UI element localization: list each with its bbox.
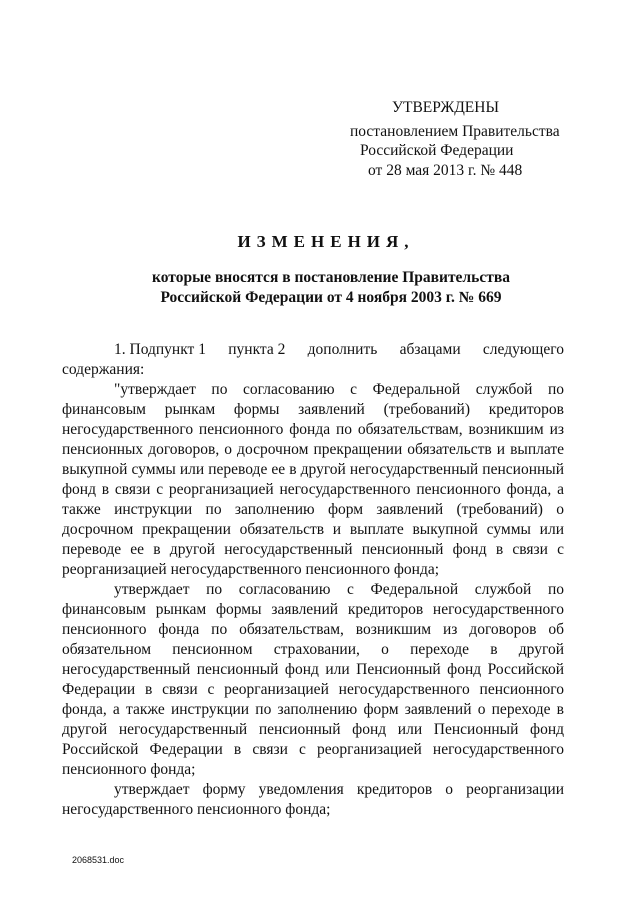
document-body [62, 340, 564, 820]
approval-line-1: постановлением Правительства [350, 122, 560, 140]
item-1-word: пункта 2 [228, 341, 286, 358]
paragraph-1: "утверждает по согласованию с Федеральной службой по финансовым рынкам формы заявлений (требований) кредиторов негосударственного пенсионного фонда по обязательствам, возникшим из пенсионных договоров, о досрочном прекращении обязательств и выплате выкупной суммы или переводе ее в другой негосударственный пенсионный фонд в связи с реорганизацией негосударственного пенсионного фонда, а также инструкции по заполнению форм заявлений (требований) о досрочном прекращении обязательств и выплате выкупной суммы или переводе ее в другой негосударственный пенсионный фонд в связи с реорганизацией негосударственного пенсионного фонда; [62, 381, 564, 578]
item-1-word: дополнить [307, 341, 378, 358]
approval-stamp [344, 98, 564, 180]
approval-date-number: от 28 мая 2013 г. № 448 [368, 161, 523, 179]
item-1-line [62, 340, 564, 360]
item-1-word: абзацами [399, 341, 461, 358]
file-name-footer: 2068531.doc [72, 855, 125, 865]
document-heading [62, 232, 572, 308]
paragraph-3: утверждает форму уведомления кредиторов о реорганизации негосударственного пенсионного фонда; [62, 781, 564, 818]
item-1-word: 1. Подпункт 1 [114, 341, 206, 358]
document-subtitle [62, 268, 572, 308]
item-1-end: содержания: [62, 361, 145, 378]
document-title: ИЗМЕНЕНИЯ, [237, 232, 415, 251]
item-1-word: следующего [482, 341, 564, 358]
paragraph-2: утверждает по согласованию с Федеральной службой по финансовым рынкам формы заявлений кредиторов негосударственного пенсионного фонда по обязательствам, возникшим из договоров об обязательном пенсионном страховании, о переходе в другой негосударственный пенсионный фонд или Пенсионный фонд Российской Федерации в связи с реорганизацией негосударственного пенсионного фонда, а также инструкции по заполнению форм заявлений о переходе в другой негосударственный пенсионный фонд или Пенсионный фонд Российской Федерации в связи с реорганизацией негосударственного пенсионного фонда; [62, 581, 564, 778]
subtitle-line-1: которые вносятся в постановление Правительства [152, 269, 510, 286]
approval-heading: УТВЕРЖДЕНЫ [392, 99, 499, 116]
subtitle-line-2: Российской Федерации от 4 ноября 2003 г. № 669 [160, 289, 502, 306]
approval-line-2: Российской Федерации [360, 142, 514, 159]
